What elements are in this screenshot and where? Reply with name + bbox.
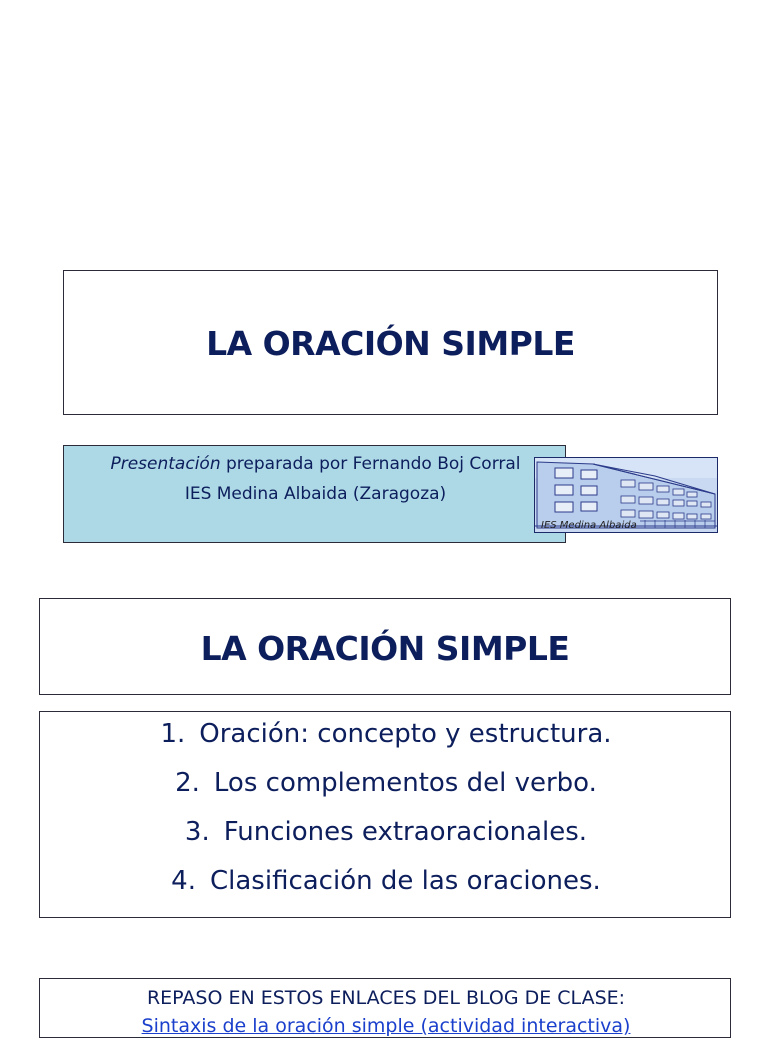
list-item-text: Los complementos del verbo. — [213, 768, 597, 798]
contents-list — [39, 711, 731, 918]
list-item-number: 3. — [184, 817, 210, 847]
slide1-title-box — [63, 270, 718, 415]
review-heading: REPASO EN ESTOS ENLACES DEL BLOG DE CLASE: — [146, 987, 626, 1009]
review-box — [39, 978, 731, 1038]
slide1-title: LA ORACIÓN SIMPLE — [206, 324, 575, 363]
slide2-title: LA ORACIÓN SIMPLE — [200, 629, 570, 668]
credit-box — [63, 445, 566, 543]
credit-line-author — [64, 454, 567, 474]
review-link[interactable]: Sintaxis de la oración simple (actividad interactiva) — [141, 1015, 631, 1037]
credit-italic-word: Presentación — [110, 454, 221, 474]
slide2-title-box — [39, 598, 731, 695]
list-item-number: 1. — [160, 719, 186, 749]
school-building-image — [534, 457, 718, 533]
list-item-number: 4. — [171, 866, 196, 896]
credit-author-text: preparada por Fernando Boj Corral — [220, 454, 521, 474]
list-item — [40, 866, 732, 896]
school-image-caption: IES Medina Albaida — [541, 520, 637, 531]
credit-line-school: IES Medina Albaida (Zaragoza) — [184, 484, 447, 504]
list-item — [40, 768, 732, 798]
list-item-text: Clasificación de las oraciones. — [209, 866, 601, 896]
list-item-text: Oración: concepto y estructura. — [199, 719, 612, 749]
list-item-number: 2. — [175, 768, 200, 798]
list-item — [40, 719, 732, 749]
list-item — [40, 817, 732, 847]
list-item-text: Funciones extraoracionales. — [223, 817, 588, 847]
